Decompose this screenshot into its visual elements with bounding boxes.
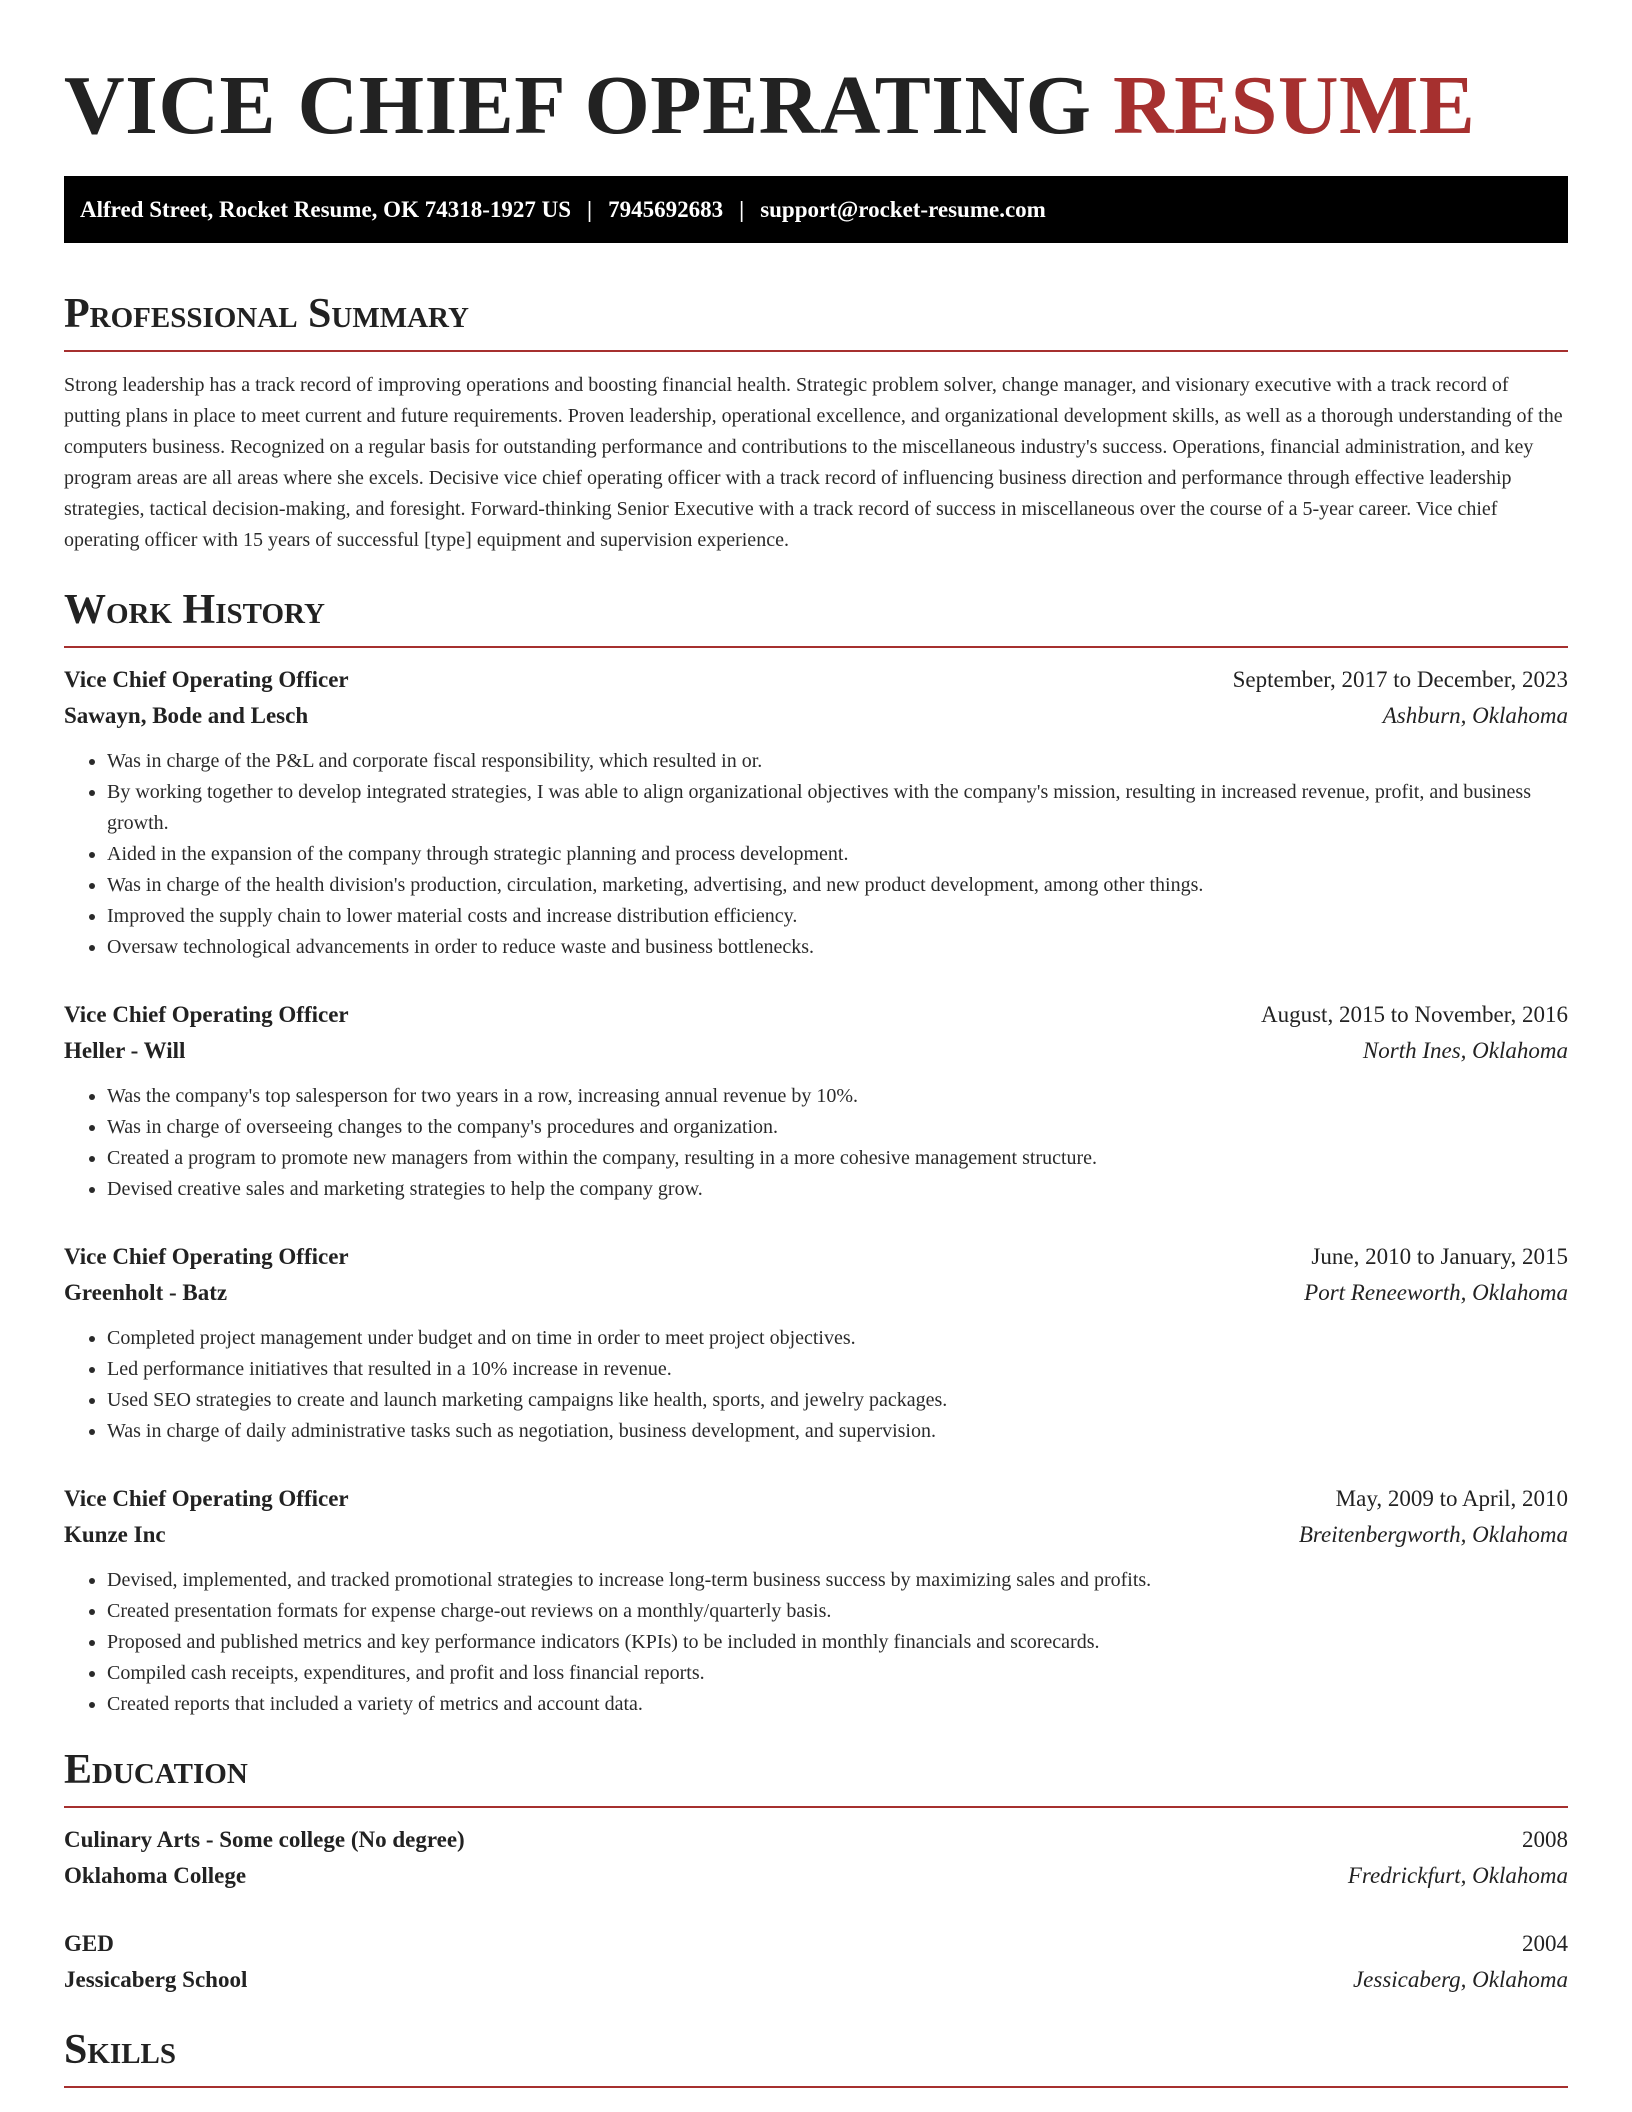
- education-school-row: [64, 1858, 1568, 1894]
- list-item: • Used SEO strategies to create and launch marketing campaigns like health, sports, and jewelry packages.: [107, 1385, 1568, 1416]
- job-company-row: [64, 1275, 1568, 1311]
- list-item: • Oversaw technological advancements in order to reduce waste and business bottlenecks.: [107, 932, 1568, 963]
- contact-email: support@rocket-resume.com: [760, 196, 1046, 222]
- education-location: Jessicaberg, Oklahoma: [1352, 1967, 1568, 1992]
- job-entry: [64, 1481, 1568, 1720]
- contact-address: Alfred Street, Rocket Resume, OK 74318-1927 US: [80, 196, 572, 222]
- list-item: • Compiled cash receipts, expenditures, and profit and loss financial reports.: [107, 1658, 1568, 1689]
- list-item: • Was in charge of daily administrative tasks such as negotiation, business development, and supervision.: [107, 1416, 1568, 1447]
- job-title: Vice Chief Operating Officer: [64, 1002, 349, 1027]
- work-history-section: [64, 586, 1568, 1720]
- list-item: • Proposed and published metrics and key performance indicators (KPIs) to be included in monthly financials and scorecards.: [107, 1627, 1568, 1658]
- education-degree: GED: [64, 1931, 114, 1956]
- summary-text: Strong leadership has a track record of improving operations and boosting financial health. Strategic problem solver, change manager, and visionary executive with a track record of putting plans in place to meet current and future requirements. Proven leadership, operational excellence, and organizational development skills, as well as a thorough understanding of the computers business. Recognized on a regular basis for outstanding performance and contributions to the miscellaneous industry's success. Operations, financial administration, and key program areas are all areas where she excels. Decisive vice chief operating officer with a track record of influencing business direction and performance through effective leadership strategies, tactical decision-making, and foresight. Forward-thinking Senior Executive with a track record of success in miscellaneous over the course of a 5-year career. Vice chief operating officer with 15 years of successful [type] equipment and supervision experience.: [64, 374, 1563, 551]
- job-company: Sawayn, Bode and Lesch: [64, 703, 309, 728]
- job-header-row: [64, 1239, 1568, 1275]
- list-item: • Created a program to promote new managers from within the company, resulting in a more cohesive management structure.: [107, 1143, 1568, 1174]
- list-item: • Created reports that included a variety of metrics and account data.: [107, 1689, 1568, 1720]
- list-item: • Devised, implemented, and tracked promotional strategies to increase long-term business success by maximizing sales and profits.: [107, 1565, 1568, 1596]
- job-title: Vice Chief Operating Officer: [64, 667, 349, 692]
- job-location: Breitenbergworth, Oklahoma: [1298, 1522, 1568, 1547]
- job-bullets: [64, 1323, 1568, 1447]
- skills-section: [64, 2026, 1568, 2088]
- job-company: Greenholt - Batz: [64, 1280, 228, 1305]
- job-title: Vice Chief Operating Officer: [64, 1244, 349, 1269]
- job-title: Vice Chief Operating Officer: [64, 1486, 349, 1511]
- education-heading: Education: [64, 1747, 248, 1793]
- job-location: Port Reneeworth, Oklahoma: [1304, 1280, 1568, 1305]
- list-item: • Was the company's top salesperson for two years in a row, increasing annual revenue by 10%.: [107, 1081, 1568, 1112]
- job-bullets: [64, 1081, 1568, 1205]
- job-company-row: [64, 1517, 1568, 1553]
- education-degree: Culinary Arts - Some college (No degree): [64, 1827, 465, 1852]
- education-year: 2004: [1522, 1931, 1568, 1956]
- job-dates: June, 2010 to January, 2015: [1311, 1244, 1568, 1269]
- education-entry: [64, 1822, 1568, 1894]
- education-header-row: [64, 1822, 1568, 1858]
- job-entry: [64, 997, 1568, 1205]
- job-location: North Ines, Oklahoma: [1362, 1038, 1568, 1063]
- education-school: Jessicaberg School: [64, 1967, 248, 1992]
- education-school: Oklahoma College: [64, 1863, 247, 1888]
- education-school-row: [64, 1962, 1568, 1998]
- education-section: [64, 1746, 1568, 1998]
- contact-phone: 7945692683: [608, 196, 724, 222]
- list-item: • Was in charge of overseeing changes to the company's procedures and organization.: [107, 1112, 1568, 1143]
- skills-heading: Skills: [64, 2027, 177, 2073]
- list-item: • Devised creative sales and marketing strategies to help the company grow.: [107, 1174, 1568, 1205]
- job-dates: September, 2017 to December, 2023: [1232, 667, 1568, 692]
- section-divider: [64, 2086, 1568, 2088]
- job-header-row: [64, 662, 1568, 698]
- job-company: Heller - Will: [64, 1038, 186, 1063]
- list-item: • By working together to develop integrated strategies, I was able to align organizational objectives with the company's mission, resulting in increased revenue, profit, and business growth.: [107, 777, 1568, 839]
- list-item: • Created presentation formats for expense charge-out reviews on a monthly/quarterly basis.: [107, 1596, 1568, 1627]
- list-item: • Aided in the expansion of the company through strategic planning and process development.: [107, 839, 1568, 870]
- contact-bar: [64, 176, 1568, 243]
- list-item: • Completed project management under budget and on time in order to meet project objectives.: [107, 1323, 1568, 1354]
- title-main: VICE CHIEF OPERATING: [64, 59, 1092, 152]
- section-divider: [64, 350, 1568, 352]
- job-dates: May, 2009 to April, 2010: [1335, 1486, 1568, 1511]
- contact-separator: |: [587, 196, 593, 222]
- list-item: • Was in charge of the health division's production, circulation, marketing, advertising, and new product development, among other things.: [107, 870, 1568, 901]
- job-company: Kunze Inc: [64, 1522, 166, 1547]
- education-location: Fredrickfurt, Oklahoma: [1347, 1863, 1568, 1888]
- section-divider: [64, 646, 1568, 648]
- summary-section: [64, 290, 1568, 556]
- list-item: • Led performance initiatives that resulted in a 10% increase in revenue.: [107, 1354, 1568, 1385]
- job-header-row: [64, 997, 1568, 1033]
- education-entry: [64, 1926, 1568, 1998]
- job-entry: [64, 662, 1568, 963]
- summary-heading: Professional Summary: [64, 291, 469, 337]
- job-company-row: [64, 698, 1568, 734]
- job-dates: August, 2015 to November, 2016: [1261, 1002, 1568, 1027]
- job-bullets: [64, 746, 1568, 963]
- list-item: • Improved the supply chain to lower material costs and increase distribution efficiency.: [107, 901, 1568, 932]
- section-divider: [64, 1806, 1568, 1808]
- job-company-row: [64, 1033, 1568, 1069]
- job-entry: [64, 1239, 1568, 1447]
- education-year: 2008: [1522, 1827, 1568, 1852]
- work-history-heading: Work History: [64, 587, 325, 633]
- title-accent: RESUME: [1112, 59, 1476, 152]
- list-item: • Was in charge of the P&L and corporate fiscal responsibility, which resulted in or.: [107, 746, 1568, 777]
- education-header-row: [64, 1926, 1568, 1962]
- resume-title: [64, 0, 1568, 156]
- contact-separator: |: [739, 196, 745, 222]
- job-location: Ashburn, Oklahoma: [1382, 703, 1568, 728]
- job-header-row: [64, 1481, 1568, 1517]
- job-bullets: [64, 1565, 1568, 1720]
